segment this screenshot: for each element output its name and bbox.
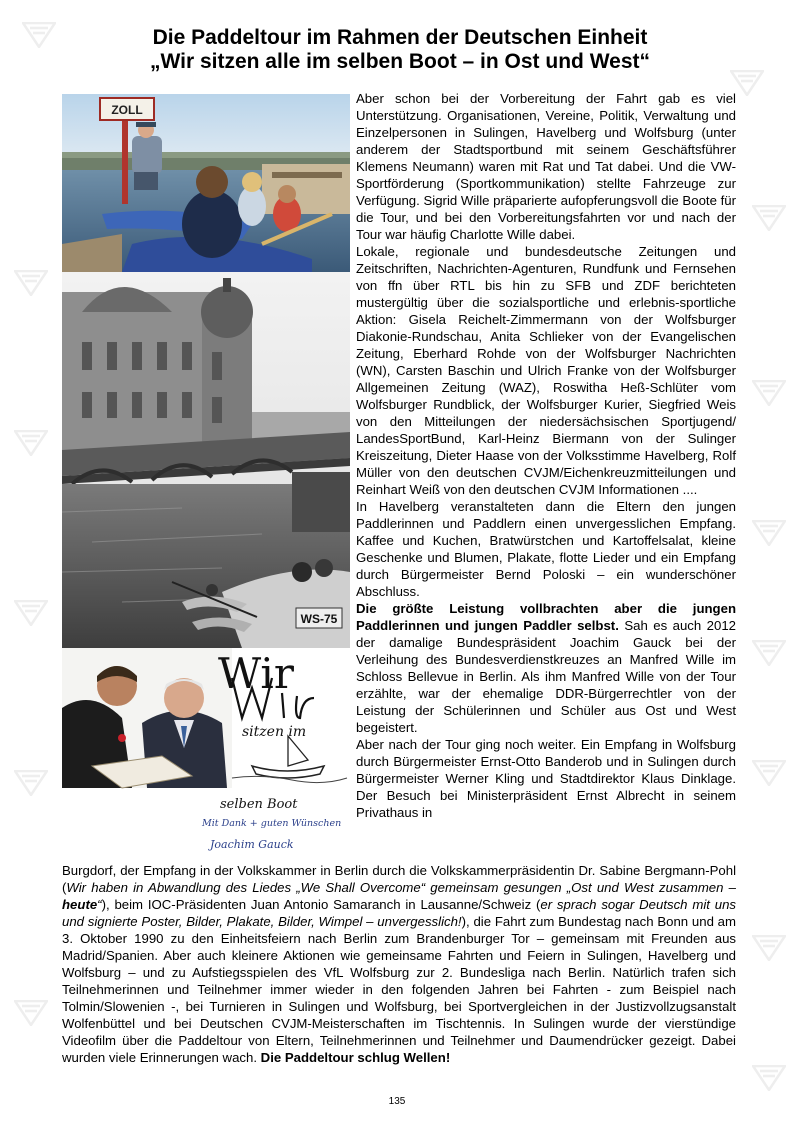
watermark-logo-icon <box>752 520 786 546</box>
achievement-rest: Sah es auch 2012 der damalige Bundespräsident Joachim Gauck bei der Verleihung des Bundesverdienstkreuzes an Manfred Wille im Schloss Bellevue in Berlin. Als ihm Manfred Wille von der Tour erzählte, war der ehemalige DDR-Bürgerrechtler von der Leistung der Schülerinnen und Schüler aus Ost und West begeistert. <box>356 618 736 735</box>
paragraph-achievement <box>356 600 736 736</box>
paragraph-after-tour: Aber nach der Tour ging noch weiter. Ein Empfang in Wolfsburg durch Bürgermeister Ernst-Otto Banderob und in Sulingen durch Bürgermeister Werner Kling und Stadtdirektor Klaus Dinklage. Der Besuch bei Ministerpräsident Ernst Albrecht in seinem Privathaus in <box>356 737 736 820</box>
watermark-logo-icon <box>752 640 786 666</box>
watermark-logo-icon <box>14 270 48 296</box>
photo-gauck-card <box>62 648 350 862</box>
card-signature: Joachim Gauck <box>210 838 294 851</box>
paragraph-support: Aber schon bei der Vorbereitung der Fahrt gab es viel Unterstützung. Organisationen, Vereine, Politik, Verwaltung und Einzelpersonen in Sulingen, Havelberg und Wolfsburg (unter anderem der Stadtsportbund mit seinem Geschäftsführer Klemens Neumann) waren mit Rat und Tat dabei. Und die VW-Sportförderung (Sportkommunikation) stellte Fahrzeuge zur Verfügung. Sigrid Wille präparierte aufopferungsvoll die Boote für die Tour, und bei den Vorbereitungsfahrten vor und nach der Tour war häufig Charlotte Wille dabei. <box>356 91 736 242</box>
paragraph-media: Lokale, regionale und bundesdeutsche Zeitungen und Zeitschriften, Nachrichten-Agenturen, Rundfunk und Fernsehen von ffn über RTL bis hin zu SFB und ZDF berichteten mustergültig über die sozialsportliche und erlebnis-sportliche Aktion: Gisela Reichelt-Zimmermann von der Wolfsburger Diakonie-Rundschau, Anita Schlieker von der Evangelischen Zeitung, Eberhard Rohde von der Wolfsburger Nachrichten (WN), Carsten Baschin und Ulrich Franke von der Wolfsburger Allgemeinen Zeitung (WAZ), Roswitha Heß-Schlüter vom Wolfsburger Rundblick, der Wolfsburger Kurier, Siegfried Weis von den Mitteilungen der niedersächsischen Sportjugend/ LandesSportBund, Karl-Heinz Biermann von der Sulinger Kreiszeitung, Dieter Haase von der Volksstimme Havelberg, Rolf Müller von den deutschen CVJM/Eichenkreuzmitteilungen und Reinhart Weiß von den deutschen CVJM Informationen .... <box>356 244 736 497</box>
watermark-logo-icon <box>14 430 48 456</box>
page-number: 135 <box>388 1096 406 1107</box>
page-title <box>60 26 740 74</box>
watermark-logo-icon <box>22 22 56 48</box>
photo-berlin-cathedral <box>62 272 350 648</box>
text-segment: Burgdorf, der Empfang in der Volkskammer in Berlin durch die Volkskammerpräsidentin Dr. Sabine Bergmann-Pohl ( <box>62 863 736 895</box>
watermark-logo-icon <box>14 1000 48 1026</box>
card-word-sitzen: sitzen im <box>242 724 307 740</box>
watermark-logo-icon <box>752 205 786 231</box>
card-word-boot: selben Boot <box>220 797 298 812</box>
paragraph-receptions <box>62 862 736 1066</box>
text-segment: ), beim IOC-Präsidenten Juan Antonio Samaranch in Lausanne/Schweiz ( <box>101 897 541 912</box>
card-word-wir-text: Wir <box>218 649 294 698</box>
text-segment-italic: “ <box>97 897 102 912</box>
text-segment-bolditalic: heute <box>62 897 98 912</box>
card-dedication: Mit Dank + guten Wünschen <box>202 818 342 829</box>
photo-border-crossing <box>62 94 350 272</box>
zoll-sign-label: ZOLL <box>111 103 143 117</box>
title-line-1: Die Paddeltour im Rahmen der Deutschen Einheit <box>152 26 648 49</box>
paragraph-havelberg: In Havelberg veranstalteten dann die Eltern den jungen Paddlerinnen und Paddlern einen unvergesslichen Empfang. Kaffee und Kuchen, Bratwürstchen und Kartoffelsalat, kleine Geschenke und Blumen, Plakate, flotte Lieder und ein Empfang durch Bürgermeister Bernd Poloski – ein wunderschöner Abschluss. <box>356 499 736 599</box>
text-segment-italic: er sprach sogar Deutsch mit uns und signierte Poster, Bilder, Plakate, Bilder, Wimpel – unvergesslich! <box>62 897 737 929</box>
text-segment: ), die Fahrt zum Bundestag nach Bonn und am 3. Oktober 1990 zu den Einheitsfeiern nach Berlin zum Brandenburger Tor – gemeinsam mit Freunden aus Madrid/Spanien. Aber auch kleinere Aktionen wie gemeinsame Fahrten und Feiern in Sulingen, Havelberg und Wolfsburg – und zu Aufstiegsspielen des VfL Wolfsburg zur 2. Bundesliga nach Berlin. Natürlich trafen sich Teilnehmerinnen und Teilnehmer immer wieder in den folgenden Jahren bei Fahrten - zum Beispiel nach Tolmin/Slowenien -, bei Turnieren in Sulingen und Wolfsburg, bei Sportvergleichen in der Justizvollzugsanstalt Wolfenbüttel und bei Deutschen CVJM-Meisterschaften im Tischtennis. In Sulingen wurde der vierstündige Videofilm über die Paddeltour von Eltern, Teilnehmerinnen und Teilnehmer und Daumendrücker gezeigt. Dabei wurden viele Erinnerungen wach. <box>62 914 737 1065</box>
full-width-text <box>62 862 736 1066</box>
watermark-logo-icon <box>14 770 48 796</box>
title-line-2: „Wir sitzen alle im selben Boot – in Ost und West“ <box>149 50 650 73</box>
text-segment-italic: Wir haben in Abwandlung des Liedes „We Shall Overcome“ gemeinsam gesungen „Ost und West zusammen – <box>66 880 736 895</box>
watermark-logo-icon <box>752 935 786 961</box>
achievement-bold: Die größte Leistung vollbrachten aber die jungen Paddlerinnen und jungen Paddler selbst. <box>356 601 736 633</box>
watermark-logo-icon <box>752 1065 786 1091</box>
watermark-logo-icon <box>14 600 48 626</box>
watermark-logo-icon <box>752 380 786 406</box>
watermark-logo-icon <box>752 760 786 786</box>
closing-bold: Die Paddeltour schlug Wellen! <box>260 1050 451 1065</box>
boat-number-label: WS-75 <box>300 612 338 626</box>
right-column-text <box>356 90 736 821</box>
